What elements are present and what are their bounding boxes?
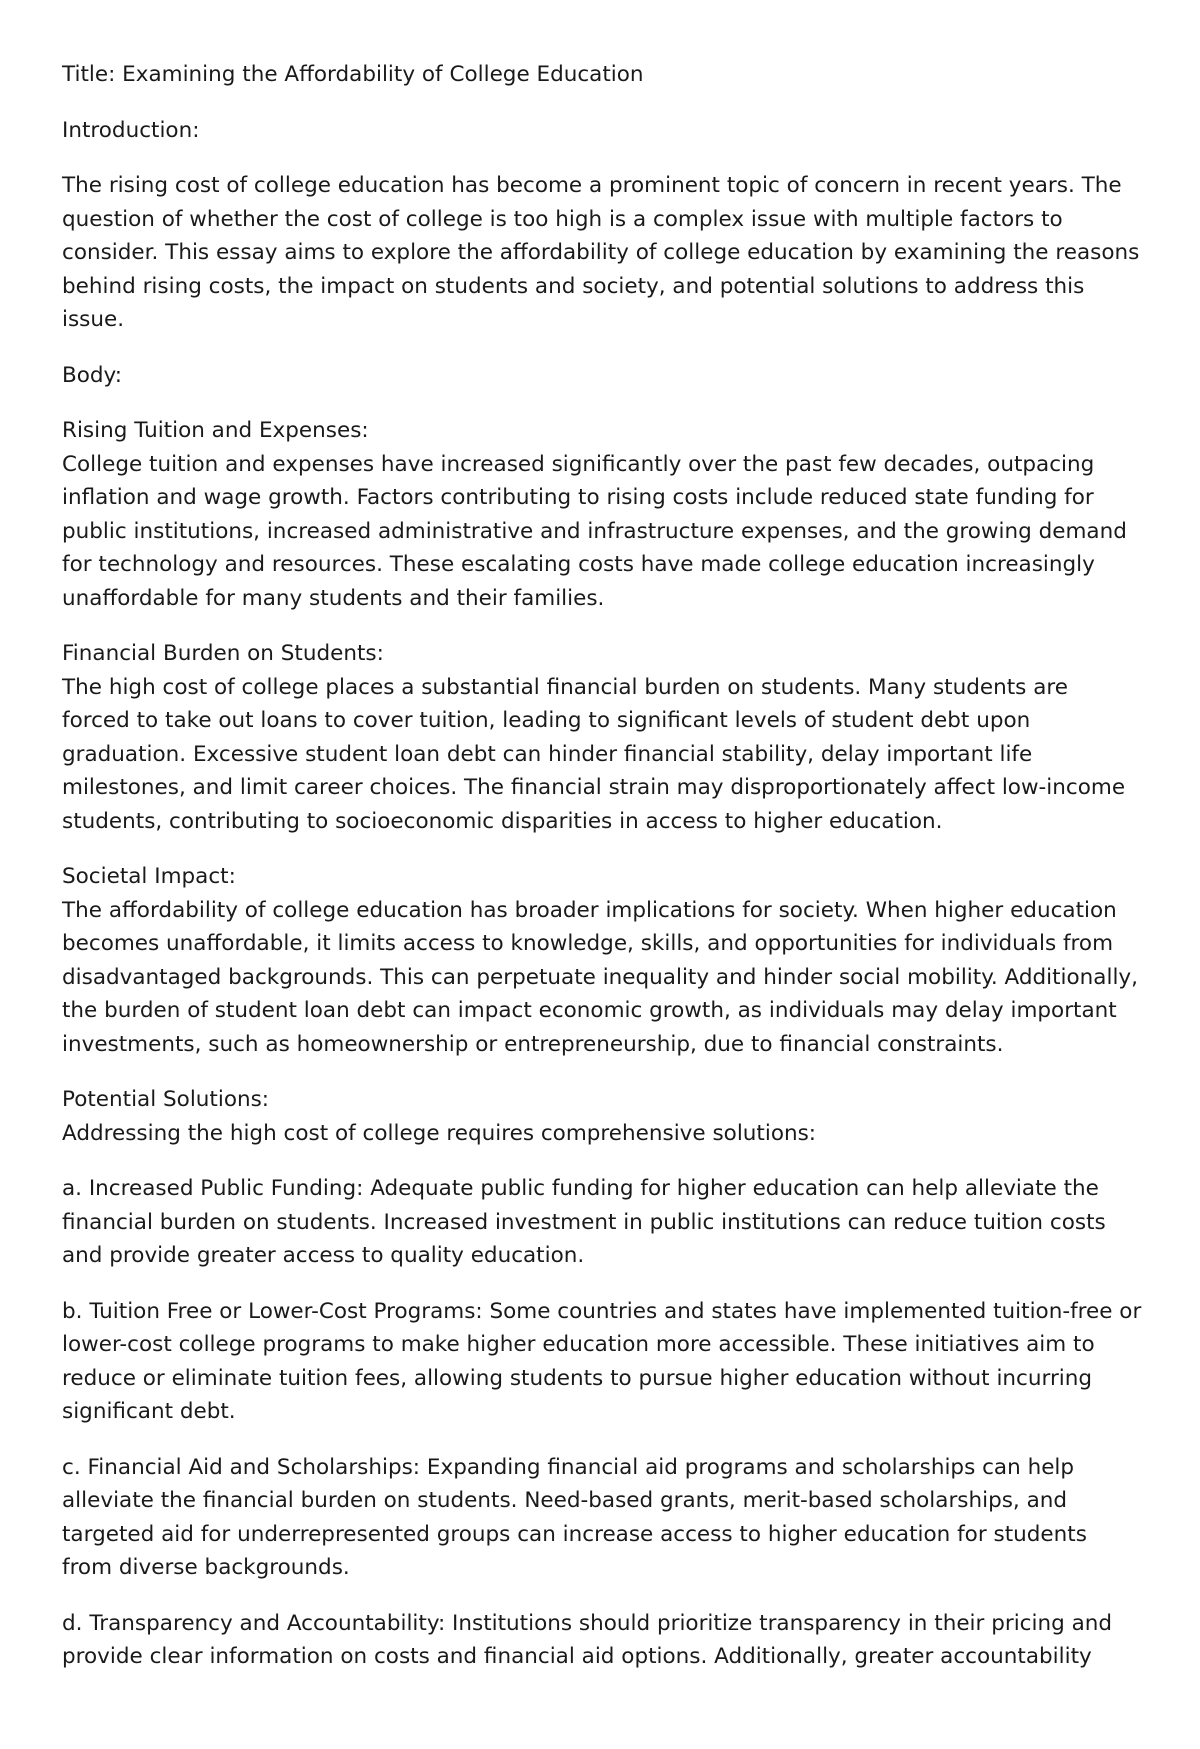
introduction-paragraph: The rising cost of college education has become a prominent topic of concern in recent years. The question of whether the cost of college is too high is a complex issue with multiple factors to consider. This essay aims to explore the affordability of college education by examining the reasons behind rising costs, the impact on students and society, and potential solutions to address this issue. [62,173,1140,332]
body-heading: Body: [62,362,122,388]
section-heading: Societal Impact: [62,864,236,889]
document-title: Title: Examining the Affordability of College Education [62,62,644,87]
section-heading: Financial Burden on Students: [62,641,384,666]
solution-item-c: c. Financial Aid and Scholarships: Expanding financial aid programs and scholarships can help alleviate the financial burden on students. Need-based grants, merit-based scholarships, and targeted aid for underrepresented groups can increase access to higher education for students from diverse backgrounds. [62,1454,1087,1580]
section-heading: Potential Solutions: [62,1087,270,1112]
section-paragraph: Addressing the high cost of college requires comprehensive solutions: [62,1120,817,1146]
section-paragraph: The affordability of college education has broader implications for society. When higher education becomes unaffordable, it limits access to knowledge, skills, and opportunities for individuals from disadvantaged backgrounds. This can perpetuate inequality and hinder social mobility. Additionally, the burden of student loan debt can impact economic growth, as individuals may delay important investments, such as homeownership or entrepreneurship, due to financial constraints. [62,897,1138,1057]
section-societal-impact [62,860,1142,1061]
section-paragraph: College tuition and expenses have increased significantly over the past few decades, outpacing inflation and wage growth. Factors contributing to rising costs include reduced state funding for public institutions, increased administrative and infrastructure expenses, and the growing demand for technology and resources. These escalating costs have made college education increasingly unaffordable for many students and their families. [62,451,1127,611]
section-rising-tuition [62,414,1142,615]
section-paragraph: The high cost of college places a substantial financial burden on students. Many students are forced to take out loans to cover tuition, leading to significant levels of student debt upon graduation. Excessive student loan debt can hinder financial stability, delay important life milestones, and limit career choices. The financial strain may disproportionately affect low-income students, contributing to socioeconomic disparities in access to higher education. [62,674,1126,834]
document-page [62,58,1142,1696]
section-financial-burden [62,637,1142,838]
solution-item-b: b. Tuition Free or Lower-Cost Programs: Some countries and states have implemented tuition-free or lower-cost college programs to make higher education more accessible. These initiatives aim to reduce or eliminate tuition fees, allowing students to pursue higher education without incurring significant debt. [62,1298,1142,1424]
introduction-heading: Introduction: [62,117,200,143]
section-potential-solutions [62,1083,1142,1150]
solution-item-d: d. Transparency and Accountability: Institutions should prioritize transparency in their pricing and provide clear information on costs and financial aid options. Additionally, greater accountability [62,1610,1113,1669]
section-heading: Rising Tuition and Expenses: [62,418,369,443]
solution-item-a: a. Increased Public Funding: Adequate public funding for higher education can help alleviate the financial burden on students. Increased investment in public institutions can reduce tuition costs and provide greater access to quality education. [62,1176,1106,1268]
